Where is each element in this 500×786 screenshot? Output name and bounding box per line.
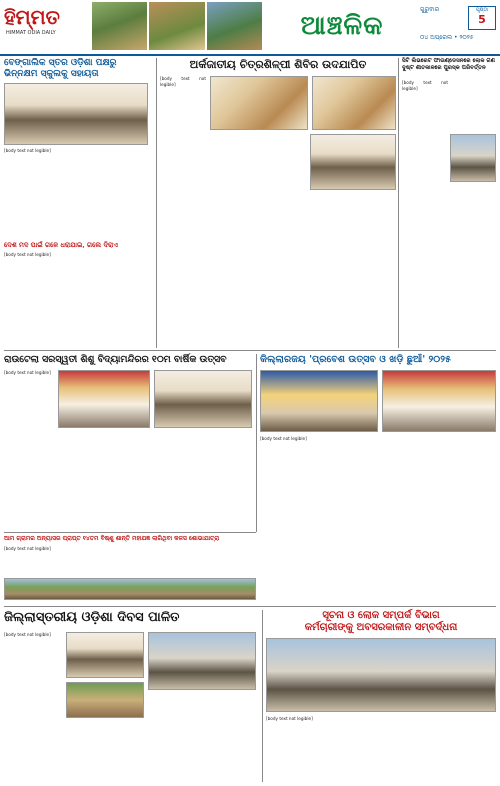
article-photo <box>310 134 396 190</box>
newspaper-logo: ହିମ୍ମତ <box>4 5 60 29</box>
article-photo <box>312 76 396 130</box>
article-headline: ରାଉଟେଲା ସରସ୍ୱତୀ ଶିଶୁ ବିଦ୍ୟାମନ୍ଦିରର ୧୦ମ ବାର୍ଷିକ ଉତ୍ସବ <box>4 354 227 365</box>
article-body <box>66 722 144 782</box>
article-body <box>204 694 256 782</box>
page-number: 5 <box>478 13 486 26</box>
issue-date: ୦୪ ଅପ୍ରେଲ • ୨୦୨୫ <box>420 34 474 41</box>
issue-meta <box>420 6 496 46</box>
article-body: [body text not legible] <box>4 147 51 153</box>
article-admission-fest <box>260 354 496 550</box>
masthead-photo-strip <box>92 2 262 50</box>
article-body <box>310 194 396 336</box>
page-number-box <box>468 6 496 30</box>
article-photo <box>148 632 256 690</box>
article-photo <box>66 632 144 678</box>
issue-day: ଗୁରୁବାର <box>420 6 440 13</box>
column-divider <box>398 58 399 348</box>
masthead-rule <box>0 54 500 56</box>
row-divider <box>4 532 256 533</box>
article-headline: ଭିନ୍ନକ୍ଷମ ସ୍କୁଲକୁ ସହାୟତା <box>4 68 99 79</box>
article-photo <box>58 370 150 428</box>
article-odisha-day <box>4 610 260 782</box>
article-photo <box>210 76 308 130</box>
article-body: [body text not legible] <box>402 80 448 91</box>
section-title: ଆଞ୍ଚଳିକ <box>300 11 384 41</box>
article-body <box>344 716 418 782</box>
article-body <box>422 716 496 782</box>
article-kalash-yatra <box>4 535 256 603</box>
article-body <box>58 432 152 528</box>
article-photo <box>66 682 144 718</box>
article-body: [body text not legible] <box>4 632 51 637</box>
article-headline: କିଲ୍ଲାରଜୟ 'ପ୍ରବେଶ ଉତ୍ସବ ଓ ଖଡ଼ି ଛୁଆଁ' ୨୦୨୫ <box>260 354 452 365</box>
article-headline: ସିଟି ଲିଭରେଟ ଫାଉଣ୍ଡେସନରେ ଲୋକ ଗଣ <box>402 58 495 64</box>
article-headline: ସୂଚନା ଓ ଲୋକ ସମ୍ପର୍କ ବିଭାଗ <box>322 610 440 621</box>
column-divider <box>256 354 257 532</box>
article-photo <box>266 638 496 712</box>
article-photo <box>4 83 148 145</box>
article-body <box>442 436 496 548</box>
article-body: [body text not legible] <box>160 76 206 87</box>
column-divider <box>156 58 157 348</box>
article-liquor-raid <box>4 242 154 346</box>
article-body: [body text not legible] <box>260 436 307 441</box>
article-body: [body text not legible] <box>4 251 51 257</box>
article-body <box>154 432 252 528</box>
article-headline: ଦେଶ ମଦ ପାଇଁ ଗଳେ ଧରାଯାଇ, ଗଲେ ଦିରାଏ <box>4 241 118 249</box>
article-body <box>148 694 200 782</box>
article-body: [body text not legible] <box>4 546 51 551</box>
article-art-camp <box>160 58 396 348</box>
row-divider <box>4 350 496 351</box>
article-retirement <box>266 610 496 782</box>
article-headline: ଅର୍କଜାତୀୟ ଚିତ୍ରଶିଳ୍ପୀ ଶିବିର ଉଦଯାପିତ <box>189 58 367 71</box>
logo-subtitle: HIMMAT ODIA DAILY <box>6 30 56 36</box>
column-divider <box>262 610 263 782</box>
article-body <box>402 214 496 344</box>
article-body: [body text not legible] <box>4 370 51 375</box>
article-photo <box>382 370 496 432</box>
page-label: ପୃଷ୍ଠା <box>476 7 488 13</box>
article-body <box>320 436 376 548</box>
article-body <box>210 134 306 334</box>
masthead <box>0 0 500 54</box>
article-photo <box>154 370 252 428</box>
article-headline: ଦୁଷ୍ଟ ଶୀତକାଳରେ ପୁରସ୍କ ପରିବର୍ତ୍ତନ <box>402 64 486 71</box>
article-photo <box>260 370 378 432</box>
article-photo <box>450 134 496 182</box>
article-headline: ଜିଲ୍ଲାସ୍ତରୀୟ ଓଡ଼ିଶା ଦିବସ ପାଳିତ <box>4 610 180 625</box>
article-body <box>382 436 438 548</box>
article-city-foundation <box>402 58 496 348</box>
article-body <box>450 80 496 130</box>
article-headline: ବେଙ୍ଗାଲିକ ସ୍ତର ଓଡ଼ିଶା ପକ୍ଷରୁ <box>4 58 117 68</box>
article-photo <box>4 578 256 600</box>
article-annual-function <box>4 354 254 530</box>
article-body: [body text not legible] <box>266 716 313 721</box>
article-headline: ଆମ ଗ୍ରାମର ଅନ୍ୟାସର ପ୍ରାପ୍ତ ୧୪ତମ ବିଷ୍ଣୁ ଶାନ୍ତି ମହାଯଜ୍ଞ ଲାଗିଥିବା କଳସ ଶୋଭାଯାତ୍ରା <box>4 535 220 542</box>
article-headline: କର୍ମଚାରୀଙ୍କୁ ଅବସରକାଳୀନ ସମ୍ବର୍ଦ୍ଧନା <box>304 622 458 633</box>
row-divider <box>4 606 496 607</box>
